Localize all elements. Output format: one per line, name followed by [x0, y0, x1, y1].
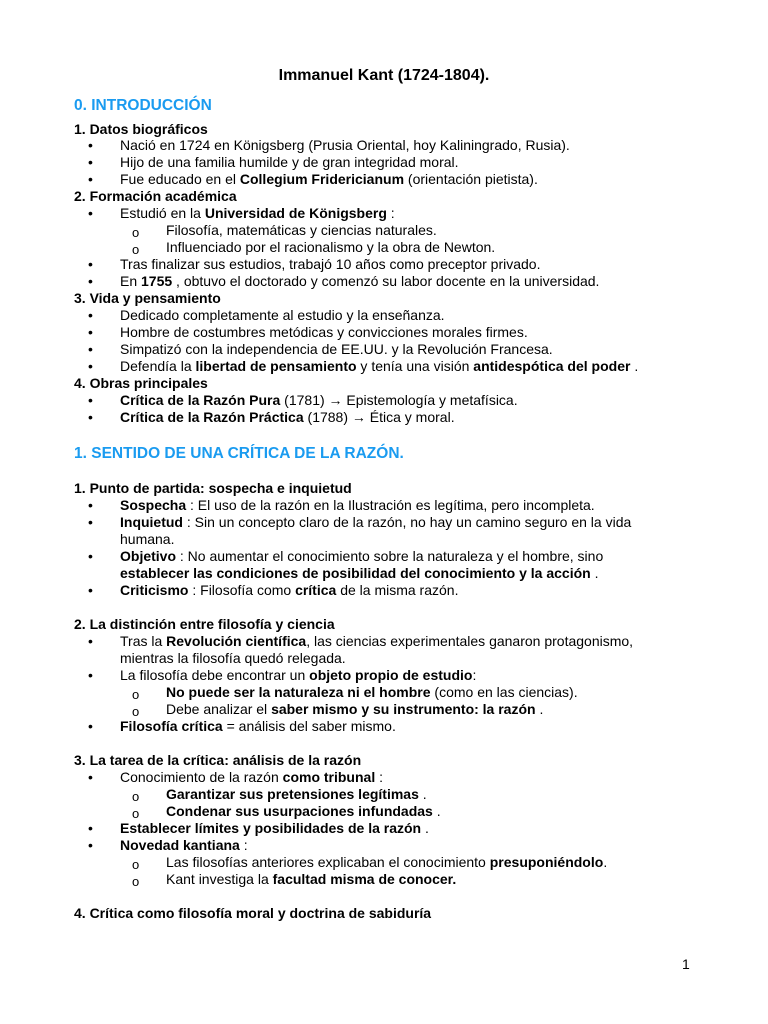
list-item: • Hijo de una familia humilde y de gran integridad moral.	[88, 154, 459, 170]
sub-bullet-icon: o	[132, 225, 140, 240]
bullet-icon: •	[88, 341, 93, 357]
subheading-punto-partida: 1. Punto de partida: sospecha e inquietud	[74, 480, 352, 496]
subheading-distincion: 2. La distinción entre filosofía y ciencia	[74, 616, 335, 632]
bullet-icon: •	[88, 582, 93, 598]
subheading-obras-principales: 4. Obras principales	[74, 375, 208, 391]
bullet-icon: •	[88, 358, 93, 374]
sub-bullet-icon: o	[132, 789, 140, 804]
sub-list-item: o Kant investiga la facultad misma de conocer.	[132, 871, 457, 889]
list-item-continuation: establecer las condiciones de posibilidad del conocimiento y la acción .	[120, 565, 599, 581]
bullet-icon: •	[88, 409, 93, 425]
bullet-icon: •	[88, 718, 93, 734]
bullet-icon: •	[88, 769, 93, 785]
bullet-icon: •	[88, 667, 93, 683]
sub-list-item: o Debe analizar el saber mismo y su instrumento: la razón .	[132, 701, 544, 719]
sub-list-item: o No puede ser la naturaleza ni el hombre (como en las ciencias).	[132, 684, 578, 702]
subheading-critica-filosofia-moral: 4. Crítica como filosofía moral y doctrina de sabiduría	[74, 905, 432, 921]
bullet-icon: •	[88, 514, 93, 530]
sub-bullet-icon: o	[132, 242, 140, 257]
list-item-continuation: humana.	[120, 531, 175, 547]
sub-bullet-icon: o	[132, 857, 140, 872]
list-item-continuation: mientras la filosofía quedó relegada.	[120, 650, 346, 666]
list-item: • Fue educado en el Collegium Fridericianum (orientación pietista).	[88, 171, 538, 187]
sub-bullet-icon: o	[132, 687, 140, 702]
list-item: • Crítica de la Razón Práctica (1788) → Ética y moral.	[88, 409, 455, 425]
sub-list-item: o Las filosofías anteriores explicaban el conocimiento presuponiéndolo.	[132, 854, 608, 872]
bullet-icon: •	[88, 273, 93, 289]
list-item: • La filosofía debe encontrar un objeto propio de estudio:	[88, 667, 477, 683]
list-item: • Simpatizó con la independencia de EE.UU. y la Revolución Francesa.	[88, 341, 553, 357]
subheading-vida-pensamiento: 3. Vida y pensamiento	[74, 290, 221, 306]
list-item: • Defendía la libertad de pensamiento y tenía una visión antidespótica del poder .	[88, 358, 639, 374]
list-item: • Sospecha : El uso de la razón en la Ilustración es legítima, pero incompleta.	[88, 497, 595, 513]
list-item: • Tras la Revolución científica, las ciencias experimentales ganaron protagonismo,	[88, 633, 634, 649]
bullet-icon: •	[88, 633, 93, 649]
page-number: 1	[682, 956, 690, 972]
list-item: • Tras finalizar sus estudios, trabajó 10 años como preceptor privado.	[88, 256, 541, 272]
bullet-icon: •	[88, 324, 93, 340]
list-item: • Establecer límites y posibilidades de la razón .	[88, 820, 429, 836]
section-heading-introduccion: 0. INTRODUCCIÓN	[74, 97, 212, 114]
list-item: • Nació en 1724 en Königsberg (Prusia Oriental, hoy Kaliningrado, Rusia).	[88, 137, 570, 153]
bullet-icon: •	[88, 548, 93, 564]
section-heading-sentido-critica: 1. SENTIDO DE UNA CRÍTICA DE LA RAZÓN.	[74, 445, 404, 462]
subheading-formacion-academica: 2. Formación académica	[74, 188, 237, 204]
bullet-icon: •	[88, 820, 93, 836]
bullet-icon: •	[88, 154, 93, 170]
sub-list-item: o Condenar sus usurpaciones infundadas .	[132, 803, 441, 821]
sub-bullet-icon: o	[132, 704, 140, 719]
sub-list-item: o Filosofía, matemáticas y ciencias naturales.	[132, 222, 437, 240]
list-item: • Dedicado completamente al estudio y la enseñanza.	[88, 307, 445, 323]
sub-bullet-icon: o	[132, 874, 140, 889]
subheading-datos-biograficos: 1. Datos biográficos	[74, 121, 208, 137]
list-item: • Inquietud : Sin un concepto claro de la razón, no hay un camino seguro en la vida	[88, 514, 632, 530]
sub-bullet-icon: o	[132, 806, 140, 821]
list-item: • Hombre de costumbres metódicas y convicciones morales firmes.	[88, 324, 528, 340]
list-item: • Novedad kantiana :	[88, 837, 248, 853]
bullet-icon: •	[88, 497, 93, 513]
list-item: • En 1755 , obtuvo el doctorado y comenzó su labor docente en la universidad.	[88, 273, 600, 289]
list-item: • Crítica de la Razón Pura (1781) → Epistemología y metafísica.	[88, 392, 518, 408]
document-title: Immanuel Kant (1724-1804).	[278, 67, 490, 84]
list-item: • Estudió en la Universidad de Königsberg :	[88, 205, 395, 221]
subheading-tarea-critica: 3. La tarea de la crítica: análisis de la razón	[74, 752, 362, 768]
list-item: • Filosofía crítica = análisis del saber mismo.	[88, 718, 396, 734]
bullet-icon: •	[88, 256, 93, 272]
sub-list-item: o Garantizar sus pretensiones legítimas .	[132, 786, 427, 804]
bullet-icon: •	[88, 307, 93, 323]
sub-list-item: o Influenciado por el racionalismo y la obra de Newton.	[132, 239, 496, 257]
bullet-icon: •	[88, 137, 93, 153]
bullet-icon: •	[88, 837, 93, 853]
bullet-icon: •	[88, 205, 93, 221]
bullet-icon: •	[88, 171, 93, 187]
list-item: • Conocimiento de la razón como tribunal :	[88, 769, 383, 785]
list-item: • Objetivo : No aumentar el conocimiento sobre la naturaleza y el hombre, sino	[88, 548, 604, 564]
bullet-icon: •	[88, 392, 93, 408]
list-item: • Criticismo : Filosofía como crítica de la misma razón.	[88, 582, 459, 598]
